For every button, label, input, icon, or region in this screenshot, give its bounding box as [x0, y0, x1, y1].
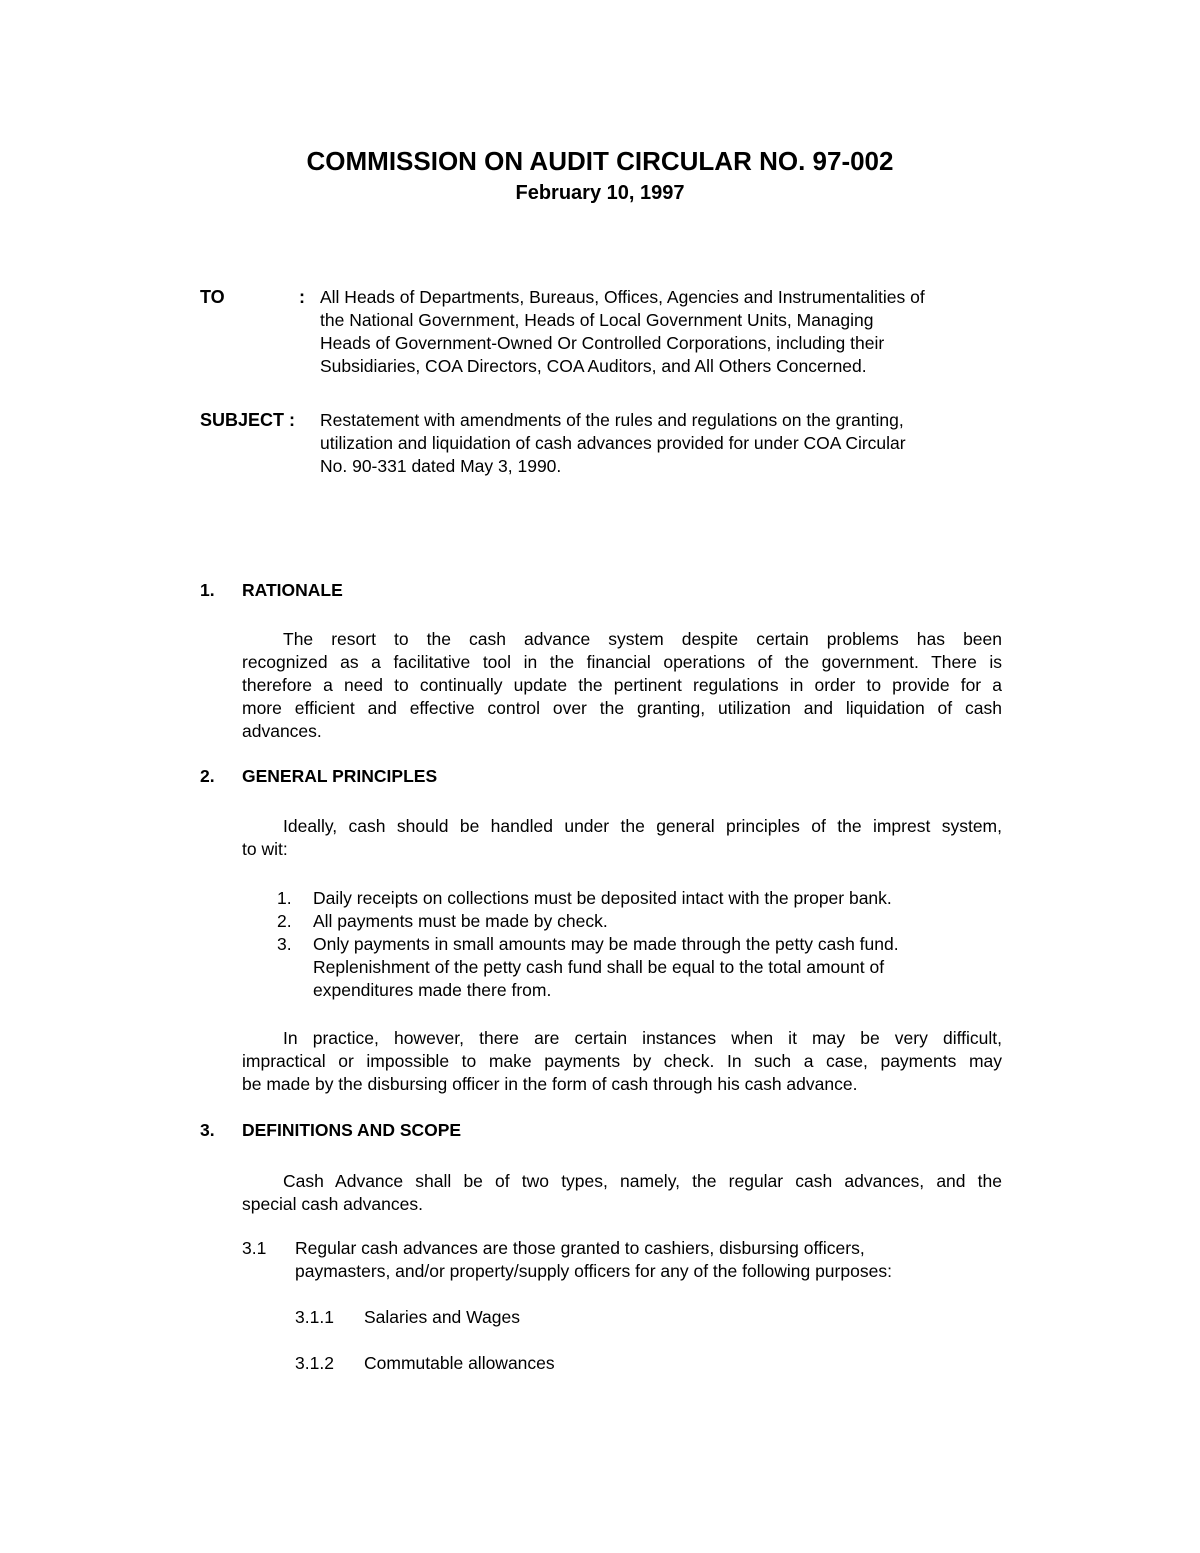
rationale-paragraph	[242, 628, 1002, 743]
paragraph-line: therefore a need to continually update the pertinent regulations in order to provide for a	[242, 675, 1002, 695]
section-2-number: 2.	[200, 766, 215, 786]
subsection-3-1-2-text: Commutable allowances	[364, 1353, 555, 1373]
list-item-line: Only payments in small amounts may be made through the petty cash fund.	[313, 934, 899, 954]
subject-line: No. 90-331 dated May 3, 1990.	[320, 456, 562, 476]
subject-text	[320, 409, 906, 478]
to-colon: :	[299, 287, 305, 307]
section-3-number: 3.	[200, 1120, 215, 1140]
section-1-heading: RATIONALE	[242, 580, 343, 600]
subsection-3-1-text	[295, 1237, 892, 1283]
subsection-3-1-number: 3.1	[242, 1238, 267, 1258]
to-line: Heads of Government-Owned Or Controlled Corporations, including their	[320, 333, 885, 353]
principle-item-2-text: All payments must be made by check.	[313, 911, 608, 931]
to-line: All Heads of Departments, Bureaus, Offices, Agencies and Instrumentalities of	[320, 287, 925, 307]
paragraph-line: more efficient and effective control over the granting, utilization and liquidation of cash	[242, 698, 1002, 718]
subsection-3-1-1-number: 3.1.1	[295, 1307, 334, 1327]
section-2-heading: GENERAL PRINCIPLES	[242, 766, 438, 786]
paragraph-line: recognized as a facilitative tool in the financial operations of the government. There is	[242, 652, 1002, 672]
principles-intro	[242, 815, 1002, 861]
section-1-number: 1.	[200, 580, 215, 600]
subject-line: Restatement with amendments of the rules and regulations on the granting,	[320, 410, 904, 430]
paragraph-line: to wit:	[242, 839, 288, 859]
paragraph-line: Ideally, cash should be handled under the general principles of the imprest system,	[283, 816, 1002, 836]
paragraph-line: impractical or impossible to make payments by check. In such a case, payments may	[242, 1051, 1002, 1071]
list-item-line: Replenishment of the petty cash fund shall be equal to the total amount of	[313, 957, 885, 977]
principle-item-3-number: 3.	[277, 934, 292, 954]
subsection-3-1-2-number: 3.1.2	[295, 1353, 334, 1373]
to-addressees	[320, 286, 925, 378]
principle-item-1-text: Daily receipts on collections must be deposited intact with the proper bank.	[313, 888, 892, 908]
paragraph-line: In practice, however, there are certain instances when it may be very difficult,	[283, 1028, 1002, 1048]
subsection-3-1-1-text: Salaries and Wages	[364, 1307, 520, 1327]
to-label: TO	[200, 287, 225, 307]
paragraph-line: The resort to the cash advance system despite certain problems has been	[283, 629, 1002, 649]
paragraph-line: be made by the disbursing officer in the form of cash through his cash advance.	[242, 1074, 858, 1094]
principle-item-2-number: 2.	[277, 911, 292, 931]
circular-date: February 10, 1997	[515, 182, 685, 204]
to-line: the National Government, Heads of Local Government Units, Managing	[320, 310, 874, 330]
section-3-heading: DEFINITIONS AND SCOPE	[242, 1120, 462, 1140]
list-item-line: expenditures made there from.	[313, 980, 552, 1000]
paragraph-line: Regular cash advances are those granted to cashiers, disbursing officers,	[295, 1238, 865, 1258]
page-title: COMMISSION ON AUDIT CIRCULAR NO. 97-002	[306, 146, 894, 176]
definitions-intro	[242, 1170, 1002, 1216]
practice-paragraph	[242, 1027, 1002, 1096]
paragraph-line: paymasters, and/or property/supply officers for any of the following purposes:	[295, 1261, 892, 1281]
paragraph-line: Cash Advance shall be of two types, namely, the regular cash advances, and the	[283, 1171, 1002, 1191]
to-line: Subsidiaries, COA Directors, COA Auditors, and All Others Concerned.	[320, 356, 867, 376]
subject-label: SUBJECT :	[200, 410, 296, 430]
paragraph-line: advances.	[242, 721, 322, 741]
principle-item-3-text	[313, 933, 899, 1002]
principle-item-1-number: 1.	[277, 888, 292, 908]
paragraph-line: special cash advances.	[242, 1194, 423, 1214]
subject-line: utilization and liquidation of cash advances provided for under COA Circular	[320, 433, 906, 453]
